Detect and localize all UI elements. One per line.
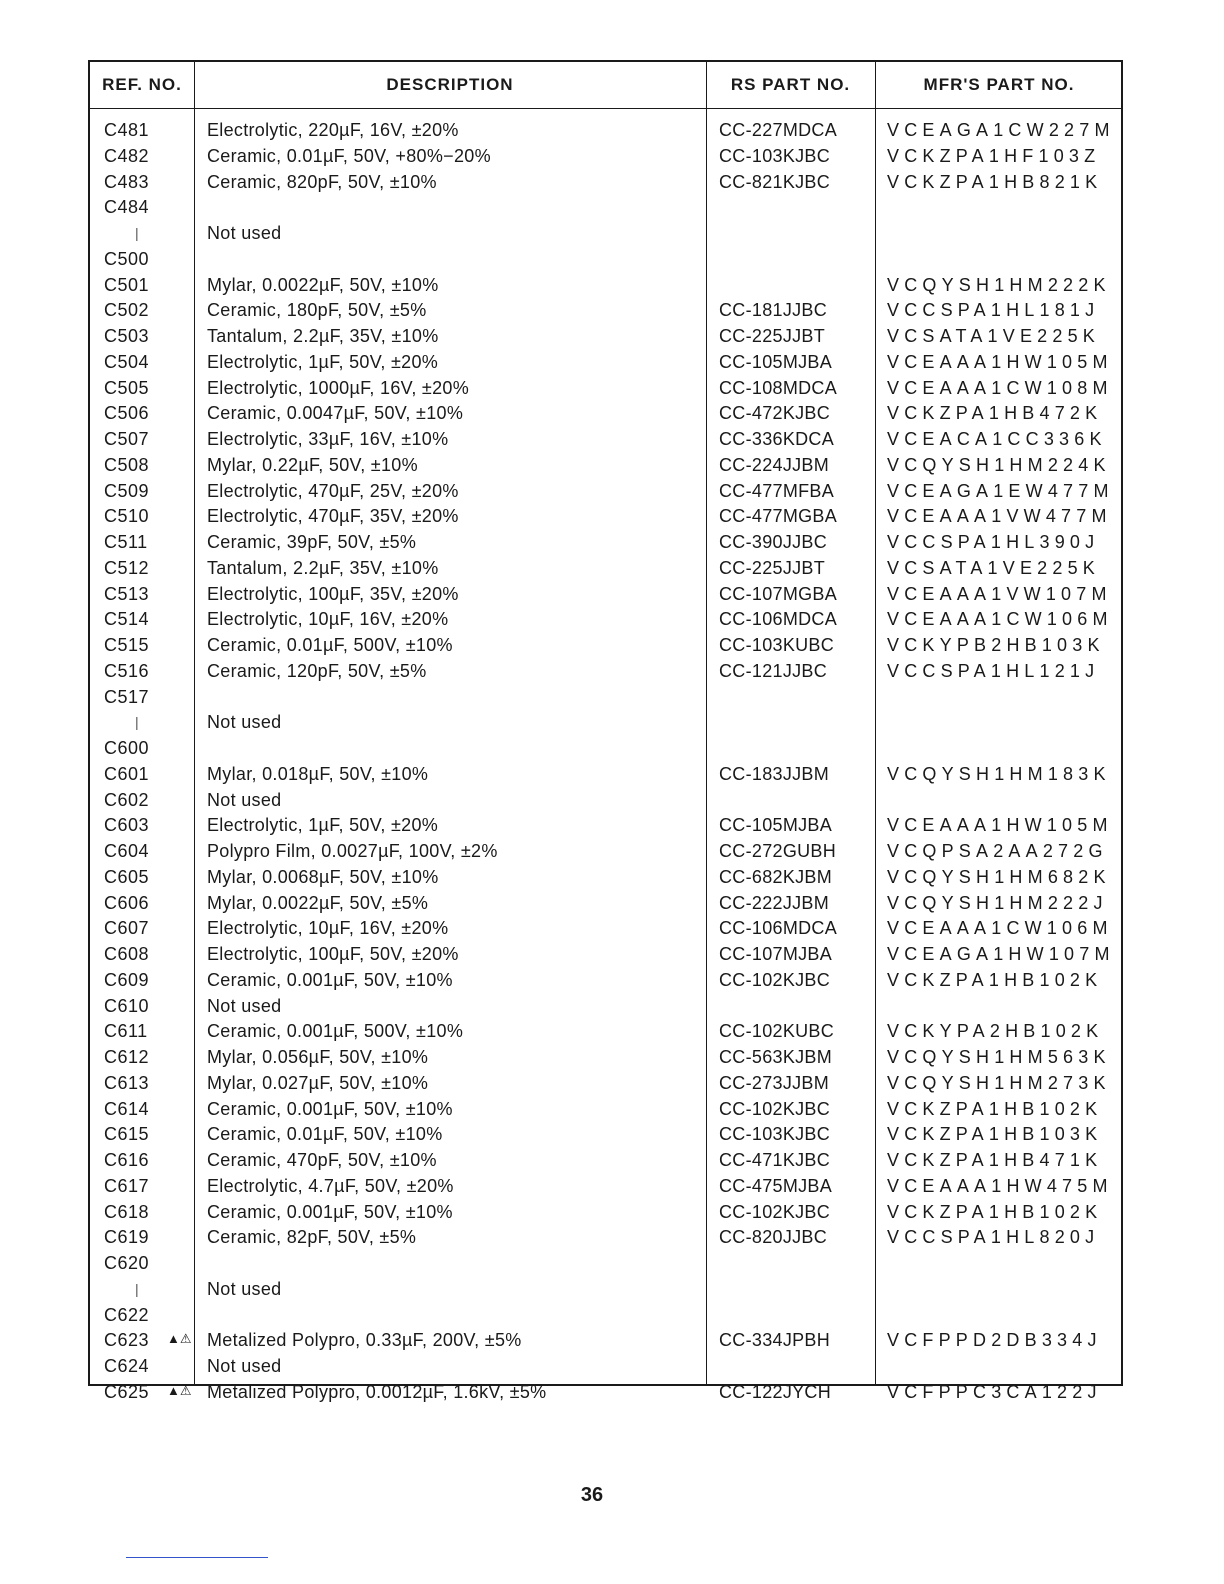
ref-cell: C481	[104, 120, 150, 140]
description-cell: Ceramic, 0.01µF, 50V, +80%−20%	[207, 145, 491, 166]
table-row	[90, 403, 1121, 429]
rs-part-cell: CC-107MGBA	[719, 583, 838, 604]
table-row	[90, 223, 1121, 249]
rs-part-cell: CC-563KJBM	[719, 1047, 833, 1067]
ref-cell: C602	[104, 789, 150, 810]
ref-cell: C604	[104, 841, 150, 861]
table-row	[90, 275, 1121, 301]
description-cell: Electrolytic, 4.7µF, 50V, ±20%	[207, 1175, 454, 1196]
rs-part-cell: CC-390JJBC	[719, 532, 828, 552]
ref-cell: C507	[104, 429, 150, 449]
mfr-part-cell: VCFPPC3CA122J	[887, 1381, 1102, 1402]
table-row	[90, 661, 1121, 687]
description-cell: Mylar, 0.0068µF, 50V, ±10%	[207, 866, 439, 887]
ref-cell: C483	[104, 171, 150, 192]
ref-cell: C609	[104, 969, 150, 990]
description-cell: Electrolytic, 1µF, 50V, ±20%	[207, 815, 439, 836]
table-row	[90, 635, 1121, 661]
table-row	[90, 712, 1121, 738]
rs-part-cell: CC-105MJBA	[719, 351, 833, 372]
mfr-part-cell: VCQPSA2AA272G	[887, 841, 1108, 861]
footer-rule	[126, 1557, 268, 1558]
table-row	[90, 944, 1121, 970]
mfr-part-cell: VCEAAA1CW108M	[887, 377, 1113, 398]
ref-cell: C605	[104, 866, 150, 887]
description-cell: Electrolytic, 1000µF, 16V, ±20%	[207, 377, 470, 398]
table-row	[90, 687, 1121, 713]
rs-part-cell: CC-108MDCA	[719, 377, 838, 398]
description-cell: Not used	[207, 1278, 282, 1299]
table-row	[90, 197, 1121, 223]
ref-cell: C501	[104, 274, 150, 295]
rs-part-cell: CC-106MDCA	[719, 918, 838, 939]
ref-cell: C502	[104, 300, 150, 321]
description-cell: Polypro Film, 0.0027µF, 100V, ±2%	[207, 841, 498, 861]
description-cell: Ceramic, 82pF, 50V, ±5%	[207, 1227, 417, 1248]
header-ref-no: REF. NO.	[102, 75, 182, 94]
ref-cell: C601	[104, 763, 150, 784]
mfr-part-cell: VCKZPA1HB102K	[887, 1098, 1103, 1119]
ref-cell: C510	[104, 506, 150, 527]
description-cell: Metalized Polypro, 0.0012µF, 1.6kV, ±5%	[207, 1381, 547, 1402]
rs-part-cell: CC-225JJBT	[719, 326, 826, 346]
ref-cell: C517	[104, 686, 150, 707]
mfr-part-cell: VCKZPA1HB821K	[887, 171, 1103, 192]
mfr-part-cell: VCKZPA1HB103K	[887, 1124, 1103, 1145]
ref-cell: C504	[104, 351, 150, 372]
mfr-part-cell: VCCSPA1HL121J	[887, 660, 1100, 681]
description-cell: Tantalum, 2.2µF, 35V, ±10%	[207, 326, 439, 346]
table-row	[90, 146, 1121, 172]
description-cell: Electrolytic, 10µF, 16V, ±20%	[207, 609, 449, 630]
description-cell: Ceramic, 0.0047µF, 50V, ±10%	[207, 403, 464, 424]
ref-cell: C513	[104, 583, 150, 604]
table-row	[90, 609, 1121, 635]
rs-part-cell: CC-103KJBC	[719, 1124, 831, 1145]
description-cell: Ceramic, 39pF, 50V, ±5%	[207, 532, 417, 552]
ref-cell: C617	[104, 1175, 150, 1196]
table-row	[90, 584, 1121, 610]
description-cell: Ceramic, 120pF, 50V, ±5%	[207, 660, 427, 681]
rs-part-cell: CC-336KDCA	[719, 429, 835, 449]
table-row	[90, 764, 1121, 790]
table-row	[90, 1021, 1121, 1047]
mfr-part-cell: VCQYSH1HM224K	[887, 454, 1111, 475]
ref-cell: C506	[104, 403, 150, 424]
mfr-part-cell: VCEAAA1CW106M	[887, 918, 1113, 939]
mfr-part-cell: VCKYPA2HB102K	[887, 1021, 1104, 1042]
ref-cell: C603	[104, 815, 150, 836]
description-cell: Ceramic, 820pF, 50V, ±10%	[207, 171, 437, 192]
mfr-part-cell: VCEAGA1EW477M	[887, 480, 1114, 501]
description-cell: Electrolytic, 220µF, 16V, ±20%	[207, 120, 459, 140]
rs-part-cell: CC-477MGBA	[719, 506, 838, 527]
table-row	[90, 1202, 1121, 1228]
description-cell: Electrolytic, 10µF, 16V, ±20%	[207, 918, 449, 939]
table-row	[90, 249, 1121, 275]
description-cell: Electrolytic, 100µF, 35V, ±20%	[207, 583, 459, 604]
rs-part-cell: CC-107MJBA	[719, 944, 833, 964]
mfr-part-cell: VCQYSH1HM222J	[887, 892, 1108, 913]
table-row	[90, 1330, 1121, 1356]
table-row	[90, 867, 1121, 893]
mfr-part-cell: VCQYSH1HM563K	[887, 1047, 1111, 1067]
rs-part-cell: CC-224JJBM	[719, 454, 830, 475]
ref-cell: C612	[104, 1047, 150, 1067]
table-row	[90, 558, 1121, 584]
description-cell: Ceramic, 0.01µF, 50V, ±10%	[207, 1124, 443, 1145]
description-cell: Ceramic, 0.001µF, 50V, ±10%	[207, 1201, 453, 1222]
table-row	[90, 1150, 1121, 1176]
description-cell: Not used	[207, 712, 282, 733]
table-row	[90, 120, 1121, 146]
table-row	[90, 1305, 1121, 1331]
ref-cell: C482	[104, 145, 150, 166]
mfr-part-cell: VCKZPA1HB471K	[887, 1150, 1103, 1170]
ref-cell: C622	[104, 1304, 150, 1325]
description-cell: Mylar, 0.018µF, 50V, ±10%	[207, 763, 429, 784]
table-row	[90, 429, 1121, 455]
header-rs-part-no: RS PART NO.	[730, 75, 851, 94]
ref-cell: C607	[104, 918, 150, 939]
description-cell: Mylar, 0.056µF, 50V, ±10%	[207, 1047, 429, 1067]
ref-cell: C618	[104, 1201, 150, 1222]
mfr-part-cell: VCSATA1VE225K	[887, 326, 1101, 346]
table-row	[90, 352, 1121, 378]
table-row	[90, 172, 1121, 198]
table-row	[90, 738, 1121, 764]
table-row	[90, 1382, 1121, 1408]
mfr-part-cell: VCCSPA1HL181J	[887, 300, 1100, 321]
ref-cell: C606	[104, 892, 150, 913]
table-row	[90, 455, 1121, 481]
description-cell: Mylar, 0.0022µF, 50V, ±10%	[207, 274, 439, 295]
mfr-part-cell: VCQYSH1HM273K	[887, 1072, 1111, 1093]
rs-part-cell: CC-820JJBC	[719, 1227, 828, 1248]
header-mfr-part-no: MFR'S PART NO.	[923, 75, 1075, 94]
table-row	[90, 1047, 1121, 1073]
mfr-part-cell: VCSATA1VE225K	[887, 557, 1101, 578]
ref-cell: C503	[104, 326, 150, 346]
rs-part-cell: CC-227MDCA	[719, 120, 838, 140]
mfr-part-cell: VCEAAA1HW475M	[887, 1175, 1113, 1196]
ref-cell: C614	[104, 1098, 150, 1119]
mfr-part-cell: VCEAAA1HW105M	[887, 351, 1113, 372]
table-row	[90, 918, 1121, 944]
description-cell: Electrolytic, 33µF, 16V, ±10%	[207, 429, 449, 449]
rs-part-cell: CC-102KJBC	[719, 1201, 831, 1222]
safety-warning-icon: ▲⚠	[167, 1382, 192, 1398]
mfr-part-cell: VCQYSH1HM183K	[887, 763, 1111, 784]
ref-cell: C500	[104, 248, 150, 269]
table-row	[90, 1356, 1121, 1382]
description-cell: Mylar, 0.027µF, 50V, ±10%	[207, 1072, 429, 1093]
rs-part-cell: CC-334JPBH	[719, 1330, 831, 1351]
rs-part-cell: CC-821KJBC	[719, 171, 831, 192]
table-row	[90, 1073, 1121, 1099]
header-description: DESCRIPTION	[386, 75, 514, 94]
ref-cell: C611	[104, 1021, 148, 1042]
table-row	[90, 790, 1121, 816]
rs-part-cell: CC-272GUBH	[719, 841, 837, 861]
ref-cell: C600	[104, 738, 150, 758]
rs-part-cell: CC-102KJBC	[719, 1098, 831, 1119]
table-row	[90, 841, 1121, 867]
mfr-part-cell: VCEAGA1HW107M	[887, 944, 1115, 964]
rs-part-cell: CC-181JJBC	[719, 300, 828, 321]
mfr-part-cell: VCFPPD2DB334J	[887, 1330, 1102, 1351]
mfr-part-cell: VCKZPA1HF103Z	[887, 145, 1101, 166]
table-row	[90, 996, 1121, 1022]
table-row	[90, 1253, 1121, 1279]
description-cell: Not used	[207, 1356, 282, 1376]
description-cell: Ceramic, 0.001µF, 500V, ±10%	[207, 1021, 464, 1042]
rs-part-cell: CC-225JJBT	[719, 557, 826, 578]
ref-cell: C608	[104, 944, 150, 964]
safety-warning-icon: ▲⚠	[167, 1331, 192, 1347]
table-row	[90, 1176, 1121, 1202]
mfr-part-cell: VCEAAA1VW107M	[887, 583, 1112, 604]
ref-cell: C624	[104, 1356, 150, 1376]
mfr-part-cell: VCEAAA1HW105M	[887, 815, 1113, 836]
table-row	[90, 532, 1121, 558]
ref-cell: C615	[104, 1124, 150, 1145]
table-row	[90, 1124, 1121, 1150]
rs-part-cell: CC-471KJBC	[719, 1150, 831, 1170]
ref-cell: C616	[104, 1150, 150, 1170]
mfr-part-cell: VCEAGA1CW227M	[887, 120, 1115, 140]
description-cell: Electrolytic, 470µF, 25V, ±20%	[207, 480, 459, 501]
description-cell: Ceramic, 0.001µF, 50V, ±10%	[207, 1098, 453, 1119]
header-divider	[90, 108, 1121, 109]
mfr-part-cell: VCQYSH1HM682K	[887, 866, 1111, 887]
rs-part-cell: CC-122JYCH	[719, 1381, 832, 1402]
ref-cell: C505	[104, 377, 150, 398]
mfr-part-cell: VCEAAA1CW106M	[887, 609, 1113, 630]
table-row	[90, 378, 1121, 404]
mfr-part-cell: VCKZPA1HB102K	[887, 969, 1103, 990]
description-cell: Ceramic, 0.001µF, 50V, ±10%	[207, 969, 453, 990]
rs-part-cell: CC-222JJBM	[719, 892, 830, 913]
description-cell: Ceramic, 470pF, 50V, ±10%	[207, 1150, 437, 1170]
parts-table	[88, 60, 1123, 1402]
description-cell: Tantalum, 2.2µF, 35V, ±10%	[207, 557, 439, 578]
ref-cell: C625	[104, 1381, 150, 1402]
mfr-part-cell: VCQYSH1HM222K	[887, 274, 1111, 295]
ref-cell: C610	[104, 995, 150, 1016]
ref-cell: C484	[104, 197, 150, 218]
table-row	[90, 326, 1121, 352]
table-row	[90, 300, 1121, 326]
description-cell: Electrolytic, 1µF, 50V, ±20%	[207, 351, 439, 372]
mfr-part-cell: VCKYPB2HB103K	[887, 635, 1105, 655]
table-row	[90, 1279, 1121, 1305]
rs-part-cell: CC-103KJBC	[719, 145, 831, 166]
ref-cell: C509	[104, 480, 150, 501]
range-bar: |	[135, 225, 139, 241]
description-cell: Metalized Polypro, 0.33µF, 200V, ±5%	[207, 1330, 522, 1351]
description-cell: Not used	[207, 223, 282, 243]
table-row	[90, 481, 1121, 507]
ref-cell: C516	[104, 660, 150, 681]
ref-cell: C623	[104, 1330, 150, 1351]
mfr-part-cell: VCKZPA1HB102K	[887, 1201, 1103, 1222]
rs-part-cell: CC-106MDCA	[719, 609, 838, 630]
description-cell: Ceramic, 180pF, 50V, ±5%	[207, 300, 427, 321]
rs-part-cell: CC-475MJBA	[719, 1175, 833, 1196]
description-cell: Not used	[207, 995, 282, 1016]
rs-part-cell: CC-273JJBM	[719, 1072, 830, 1093]
mfr-part-cell: VCEACA1CC336K	[887, 429, 1107, 449]
rs-part-cell: CC-682KJBM	[719, 866, 833, 887]
rs-part-cell: CC-102KJBC	[719, 969, 831, 990]
table-row	[90, 1227, 1121, 1253]
description-cell: Electrolytic, 470µF, 35V, ±20%	[207, 506, 459, 527]
ref-cell: C613	[104, 1072, 150, 1093]
rs-part-cell: CC-103KUBC	[719, 635, 835, 655]
page-number: 36	[580, 1484, 604, 1506]
mfr-part-cell: VCCSPA1HL820J	[887, 1227, 1100, 1248]
mfr-part-cell: VCKZPA1HB472K	[887, 403, 1103, 424]
ref-cell: C508	[104, 454, 150, 475]
rs-part-cell: CC-477MFBA	[719, 480, 835, 501]
description-cell: Ceramic, 0.01µF, 500V, ±10%	[207, 635, 453, 655]
range-bar: |	[135, 1280, 139, 1297]
mfr-part-cell: VCEAAA1VW477M	[887, 506, 1112, 527]
description-cell: Not used	[207, 789, 282, 810]
rs-part-cell: CC-105MJBA	[719, 815, 833, 836]
description-cell: Mylar, 0.0022µF, 50V, ±5%	[207, 892, 429, 913]
mfr-part-cell: VCCSPA1HL390J	[887, 532, 1100, 552]
ref-cell: C512	[104, 557, 150, 578]
rs-part-cell: CC-472KJBC	[719, 403, 831, 424]
table-row	[90, 506, 1121, 532]
rs-part-cell: CC-183JJBM	[719, 763, 830, 784]
description-cell: Electrolytic, 100µF, 50V, ±20%	[207, 944, 459, 964]
ref-cell: C619	[104, 1227, 150, 1248]
table-row	[90, 815, 1121, 841]
table-row	[90, 970, 1121, 996]
rs-part-cell: CC-102KUBC	[719, 1021, 835, 1042]
ref-cell: C620	[104, 1253, 150, 1273]
ref-cell: C514	[104, 609, 150, 630]
description-cell: Mylar, 0.22µF, 50V, ±10%	[207, 454, 418, 475]
table-row	[90, 893, 1121, 919]
ref-cell: C511	[104, 532, 148, 552]
table-row	[90, 1099, 1121, 1125]
range-bar: |	[135, 714, 139, 731]
rs-part-cell: CC-121JJBC	[719, 660, 828, 681]
ref-cell: C515	[104, 635, 150, 655]
